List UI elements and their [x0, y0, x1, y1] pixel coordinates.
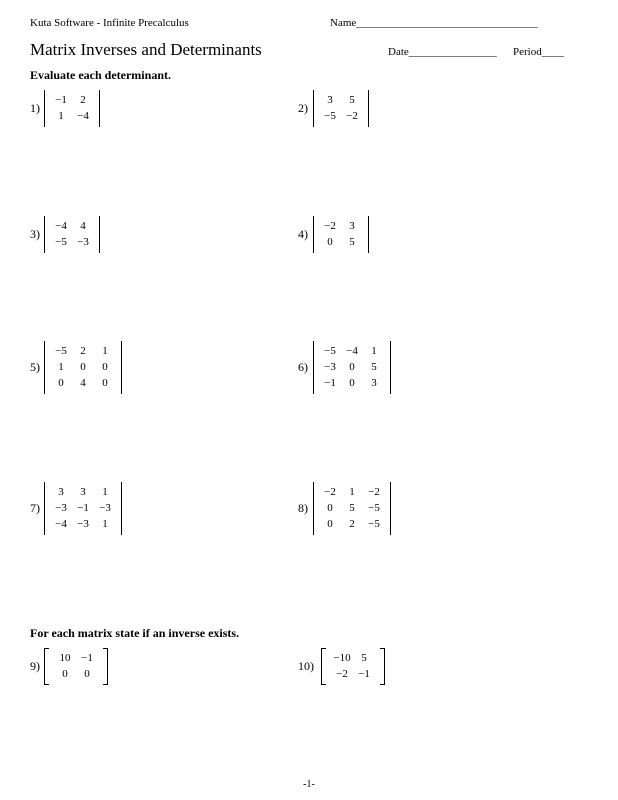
matrix-cell: 2	[349, 518, 355, 530]
matrix-entries	[314, 216, 368, 253]
problem-label: 4)	[298, 227, 308, 241]
matrix-cell: 1	[349, 486, 355, 498]
problem-label: 7)	[30, 501, 40, 515]
matrix-cell: 0	[80, 361, 86, 373]
matrix-cell: 0	[84, 668, 90, 680]
matrix-cell: 1	[58, 110, 64, 122]
matrix-cell: −1	[324, 377, 336, 389]
matrix-cell: −4	[55, 220, 67, 232]
matrix-cell: 5	[349, 236, 355, 248]
matrix-problem-9	[44, 648, 108, 685]
matrix-cell: −1	[358, 668, 370, 680]
matrix-cell: 3	[327, 94, 333, 106]
matrix-problem-3	[44, 216, 100, 253]
matrix-cell: 0	[327, 502, 333, 514]
matrix-cell: −5	[368, 518, 380, 530]
matrix-cell: −3	[55, 502, 67, 514]
determinant-bar-right	[390, 482, 391, 535]
determinant-bar-right	[368, 90, 369, 127]
period-field[interactable]: Period____	[513, 46, 564, 58]
matrix-problem-2	[313, 90, 369, 127]
determinant-bar-right	[99, 216, 100, 253]
matrix-cell: 0	[327, 518, 333, 530]
matrix-cell: 1	[371, 345, 377, 357]
matrix-cell: 3	[80, 486, 86, 498]
matrix-cell: 0	[102, 361, 108, 373]
matrix-entries	[45, 482, 121, 535]
matrix-cell: −3	[324, 361, 336, 373]
problem-label: 2)	[298, 101, 308, 115]
matrix-cell: 5	[349, 94, 355, 106]
determinant-bar-right	[390, 341, 391, 394]
matrix-cell: −5	[324, 110, 336, 122]
matrix-problem-10	[321, 648, 385, 685]
problem-label: 1)	[30, 101, 40, 115]
determinant-bar-right	[368, 216, 369, 253]
matrix-cell: −10	[333, 652, 351, 664]
problem-label: 3)	[30, 227, 40, 241]
date-field[interactable]: Date________________	[388, 46, 497, 58]
name-field[interactable]: Name_________________________________	[330, 17, 538, 29]
matrix-cell: −3	[99, 502, 111, 514]
matrix-cell: 4	[80, 377, 86, 389]
matrix-cell: 0	[58, 377, 64, 389]
problem-label: 5)	[30, 360, 40, 374]
software-label: Kuta Software - Infinite Precalculus	[30, 17, 189, 29]
matrix-entries	[45, 90, 99, 127]
matrix-cell: 1	[102, 518, 108, 530]
matrix-cell: 2	[80, 345, 86, 357]
matrix-problem-4	[313, 216, 369, 253]
problem-label: 10)	[298, 659, 314, 673]
matrix-entries	[326, 648, 380, 685]
matrix-cell: 5	[371, 361, 377, 373]
matrix-cell: 0	[102, 377, 108, 389]
matrix-cell: −1	[81, 652, 93, 664]
matrix-cell: −3	[77, 518, 89, 530]
matrix-cell: 1	[58, 361, 64, 373]
matrix-cell: −5	[324, 345, 336, 357]
matrix-problem-1	[44, 90, 100, 127]
matrix-cell: 1	[102, 345, 108, 357]
matrix-entries	[314, 341, 390, 394]
matrix-problem-8	[313, 482, 391, 535]
matrix-cell: −5	[368, 502, 380, 514]
matrix-entries	[45, 341, 121, 394]
matrix-cell: 5	[349, 502, 355, 514]
matrix-problem-7	[44, 482, 122, 535]
matrix-cell: 0	[349, 377, 355, 389]
matrix-entries	[314, 90, 368, 127]
page-number: -1-	[303, 779, 315, 790]
problem-label: 8)	[298, 501, 308, 515]
matrix-cell: −2	[324, 220, 336, 232]
matrix-cell: 0	[349, 361, 355, 373]
problem-label: 9)	[30, 659, 40, 673]
matrix-cell: −4	[346, 345, 358, 357]
matrix-cell: 10	[59, 652, 71, 664]
matrix-bracket-right	[103, 648, 108, 685]
matrix-entries	[49, 648, 103, 685]
matrix-problem-6	[313, 341, 391, 394]
matrix-cell: −1	[55, 94, 67, 106]
determinant-bar-right	[121, 341, 122, 394]
matrix-cell: −2	[336, 668, 348, 680]
problem-label: 6)	[298, 360, 308, 374]
section-heading-determinants: Evaluate each determinant.	[30, 68, 171, 82]
determinant-bar-right	[121, 482, 122, 535]
matrix-entries	[314, 482, 390, 535]
section-heading-inverses: For each matrix state if an inverse exists.	[30, 626, 240, 640]
matrix-bracket-right	[380, 648, 385, 685]
matrix-cell: 3	[349, 220, 355, 232]
matrix-cell: −4	[55, 518, 67, 530]
matrix-cell: −1	[77, 502, 89, 514]
matrix-cell: −4	[77, 110, 89, 122]
matrix-cell: −2	[346, 110, 358, 122]
matrix-cell: −5	[55, 236, 67, 248]
matrix-cell: −2	[368, 486, 380, 498]
page-title: Matrix Inverses and Determinants	[30, 40, 262, 59]
matrix-problem-5	[44, 341, 122, 394]
matrix-cell: 5	[361, 652, 367, 664]
matrix-cell: 0	[62, 668, 68, 680]
matrix-cell: 0	[327, 236, 333, 248]
matrix-cell: −3	[77, 236, 89, 248]
determinant-bar-right	[99, 90, 100, 127]
matrix-cell: 1	[102, 486, 108, 498]
matrix-cell: 3	[58, 486, 64, 498]
matrix-entries	[45, 216, 99, 253]
matrix-cell: 3	[371, 377, 377, 389]
matrix-cell: 4	[80, 220, 86, 232]
matrix-cell: −2	[324, 486, 336, 498]
matrix-cell: −5	[55, 345, 67, 357]
matrix-cell: 2	[80, 94, 86, 106]
